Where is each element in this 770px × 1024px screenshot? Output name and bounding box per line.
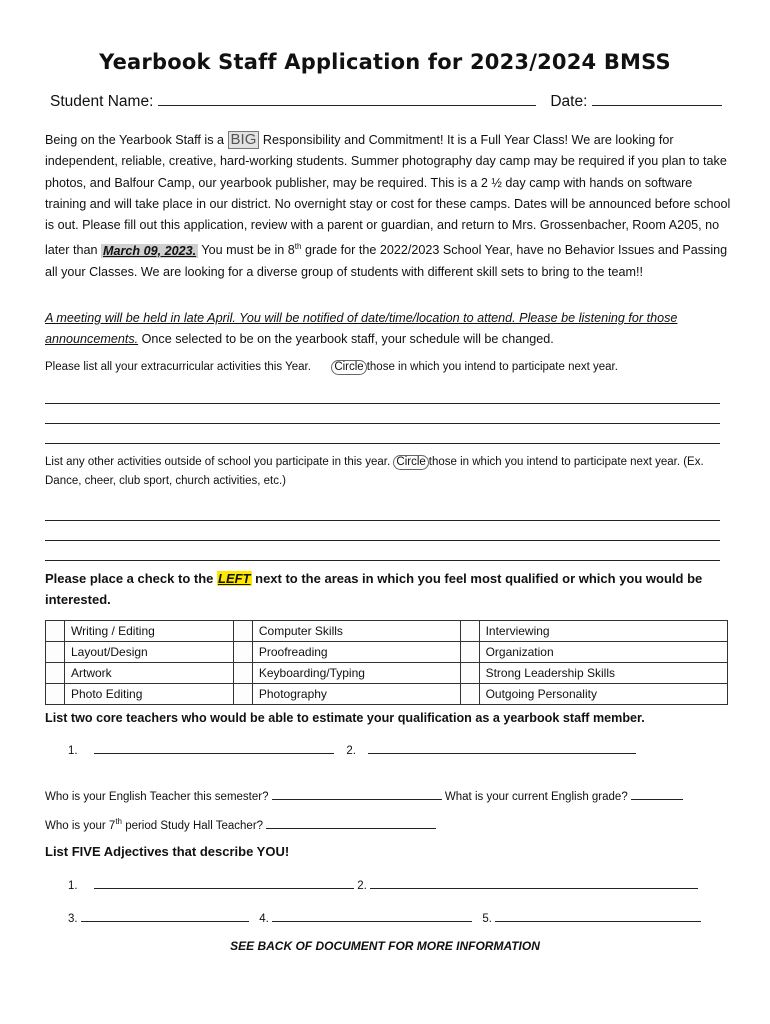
skill-label: Strong Leadership Skills bbox=[479, 663, 727, 684]
english-grade-field[interactable] bbox=[631, 786, 683, 800]
item-number: 2. bbox=[346, 745, 356, 757]
skill-checkbox[interactable] bbox=[46, 642, 65, 663]
skill-checkbox[interactable] bbox=[46, 684, 65, 705]
skill-checkbox[interactable] bbox=[46, 663, 65, 684]
adjectives-row-2 bbox=[68, 908, 701, 925]
date-field[interactable] bbox=[592, 92, 722, 106]
intro-text-3: You must be in 8 bbox=[201, 243, 295, 258]
teacher-field-2[interactable] bbox=[368, 740, 636, 754]
adjective-field-5[interactable] bbox=[495, 908, 701, 922]
skill-checkbox[interactable] bbox=[233, 621, 252, 642]
teachers-heading: List two core teachers who would be able to estimate your qualification as a yearbook staff member. bbox=[45, 711, 645, 725]
date-label: Date: bbox=[550, 93, 588, 110]
adjectives-row-1 bbox=[68, 875, 698, 892]
student-info-row bbox=[50, 92, 722, 111]
circle-word: Circle bbox=[331, 360, 366, 375]
outside-line-3[interactable] bbox=[45, 543, 720, 561]
adjective-field-2[interactable] bbox=[370, 875, 698, 889]
teachers-row bbox=[68, 740, 636, 757]
question-text: List any other activities outside of school you participate in this year. bbox=[45, 456, 391, 468]
left-highlight: LEFT bbox=[218, 571, 251, 586]
skill-label: Computer Skills bbox=[252, 621, 460, 642]
item-number: 1. bbox=[68, 880, 78, 892]
skills-heading bbox=[45, 568, 735, 611]
question-text: Please list all your extracurricular activities this Year. bbox=[45, 361, 311, 373]
study-hall-label-2: period Study Hall Teacher? bbox=[125, 820, 264, 832]
item-number: 3. bbox=[68, 913, 78, 925]
footer-note: SEE BACK OF DOCUMENT FOR MORE INFORMATION bbox=[230, 939, 540, 953]
adjective-field-1[interactable] bbox=[94, 875, 354, 889]
table-row bbox=[46, 663, 728, 684]
skill-label: Proofreading bbox=[252, 642, 460, 663]
extracurricular-line-2[interactable] bbox=[45, 406, 720, 424]
intro-paragraph bbox=[45, 130, 735, 283]
meeting-notice: A meeting will be held in late April. You will be notified of date/time/location to attend. Please be listening for those announcements. bbox=[45, 311, 678, 347]
skill-checkbox[interactable] bbox=[460, 684, 479, 705]
deadline-date: March 09, 2023. bbox=[103, 243, 197, 258]
skills-heading-text: Please place a check to the bbox=[45, 571, 214, 586]
student-name-field[interactable] bbox=[158, 92, 536, 106]
circle-word: Circle bbox=[393, 455, 428, 470]
skill-checkbox[interactable] bbox=[233, 663, 252, 684]
student-name-label: Student Name: bbox=[50, 93, 154, 110]
big-emphasis: BIG bbox=[228, 131, 260, 149]
study-hall-field[interactable] bbox=[266, 815, 436, 829]
english-grade-label: What is your current English grade? bbox=[444, 791, 628, 803]
skill-checkbox[interactable] bbox=[460, 621, 479, 642]
study-hall-row bbox=[45, 815, 436, 832]
skill-checkbox[interactable] bbox=[233, 684, 252, 705]
item-number: 5. bbox=[482, 913, 492, 925]
item-number: 4. bbox=[259, 913, 269, 925]
skill-checkbox[interactable] bbox=[460, 642, 479, 663]
outside-activities-question bbox=[45, 453, 735, 491]
extracurricular-line-1[interactable] bbox=[45, 386, 720, 404]
skill-checkbox[interactable] bbox=[233, 642, 252, 663]
intro-text-2: Responsibility and Commitment! It is a Full Year Class! We are looking for independent, reliable, creative, hard-working students. Summer photography day camp may be required if you plan to take photos, and Balfour Camp, our yearbook publisher, may be required. This is a 2 ½ day camp with hands on software training and will take place in our district. No overnight stay or cost for these camps. Dates will be announced before school is out. Please fill out this application, review with a parent or guardian, and return to Mrs. Grossenbacher, Room A205, no later than bbox=[45, 133, 731, 258]
extracurricular-question bbox=[45, 357, 735, 378]
outside-line-2[interactable] bbox=[45, 523, 720, 541]
skill-label: Photo Editing bbox=[65, 684, 234, 705]
grade-superscript: th bbox=[294, 242, 302, 252]
intro-text: Being on the Yearbook Staff is a bbox=[45, 133, 225, 147]
study-hall-label: Who is your 7 bbox=[45, 820, 116, 832]
schedule-note: Once selected to be on the yearbook staff, your schedule will be changed. bbox=[141, 332, 554, 347]
adjective-field-4[interactable] bbox=[272, 908, 472, 922]
skills-table bbox=[45, 620, 728, 705]
skills-heading-text-2: next to the areas in which you feel most qualified or which you would be interested. bbox=[45, 571, 703, 608]
period-superscript: th bbox=[115, 817, 122, 827]
adjective-field-3[interactable] bbox=[81, 908, 249, 922]
item-number: 1. bbox=[68, 745, 78, 757]
english-teacher-field[interactable] bbox=[272, 786, 442, 800]
page-title: Yearbook Staff Application for 2023/2024 BMSS bbox=[99, 50, 671, 74]
extracurricular-line-3[interactable] bbox=[45, 426, 720, 444]
skill-label: Outgoing Personality bbox=[479, 684, 727, 705]
question-text-2: those in which you intend to participate next year. (Ex. Dance, cheer, club sport, church activities, etc.) bbox=[45, 456, 704, 487]
intro-text-4: grade for the 2022/2023 School Year, have no Behavior Issues and Passing all your Classes. We are looking for a diverse group of students with different skill sets to bring to the team!! bbox=[45, 243, 728, 279]
skill-label: Photography bbox=[252, 684, 460, 705]
question-text-2: those in which you intend to participate next year. bbox=[366, 361, 618, 373]
meeting-paragraph bbox=[45, 308, 735, 351]
table-row bbox=[46, 642, 728, 663]
table-row bbox=[46, 621, 728, 642]
outside-line-1[interactable] bbox=[45, 503, 720, 521]
skill-label: Layout/Design bbox=[65, 642, 234, 663]
english-teacher-label: Who is your English Teacher this semester? bbox=[45, 791, 269, 803]
skill-checkbox[interactable] bbox=[460, 663, 479, 684]
adjectives-heading: List FIVE Adjectives that describe YOU! bbox=[45, 844, 290, 859]
skill-label: Artwork bbox=[65, 663, 234, 684]
skill-checkbox[interactable] bbox=[46, 621, 65, 642]
teacher-field-1[interactable] bbox=[94, 740, 334, 754]
skill-label: Keyboarding/Typing bbox=[252, 663, 460, 684]
table-row bbox=[46, 684, 728, 705]
skill-label: Interviewing bbox=[479, 621, 727, 642]
item-number: 2. bbox=[357, 880, 367, 892]
skill-label: Writing / Editing bbox=[65, 621, 234, 642]
english-row bbox=[45, 786, 683, 803]
skill-label: Organization bbox=[479, 642, 727, 663]
